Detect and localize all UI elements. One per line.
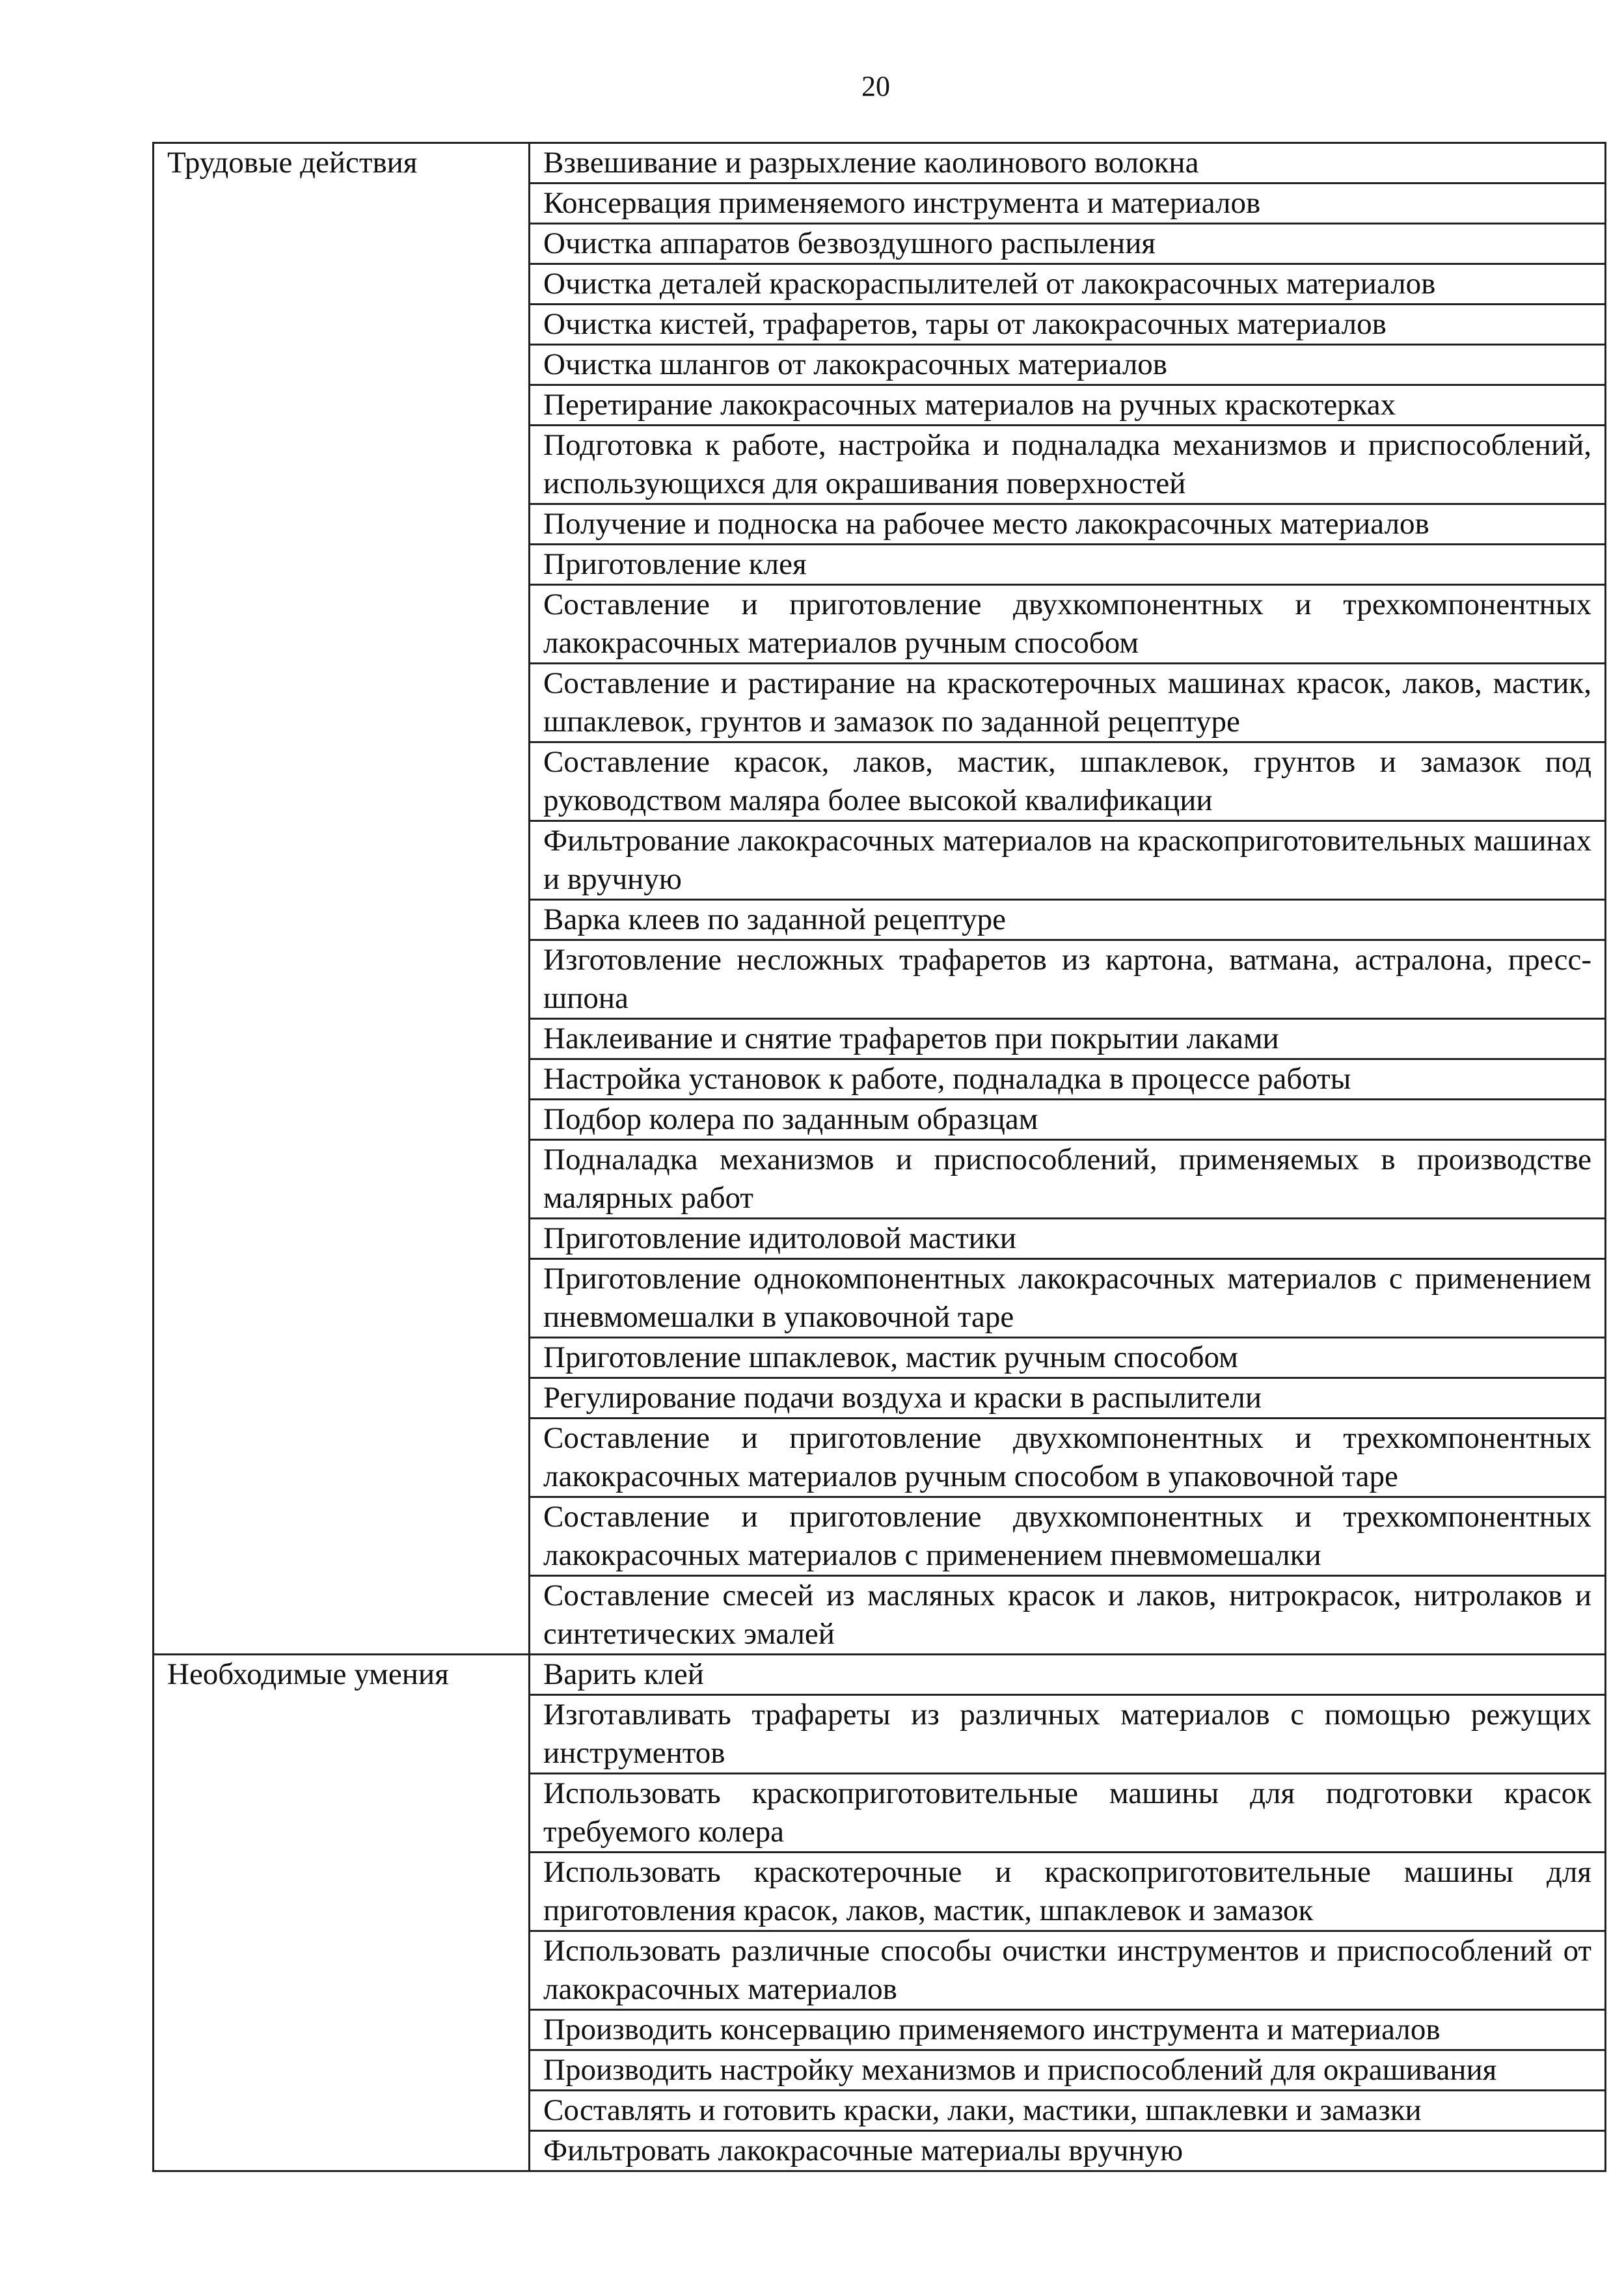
section-item: Составление и приготовление двухкомпонентных и трехкомпонентных лакокрасочных материалов с применением пневмомешалки — [530, 1497, 1606, 1576]
section-item: Регулирование подачи воздуха и краски в распылители — [530, 1378, 1606, 1419]
section-item: Использовать краскотерочные и краскоприготовительные машины для приготовления красок, лаков, мастик, шпаклевок и замазок — [530, 1853, 1606, 1931]
section-item: Консервация применяемого инструмента и материалов — [530, 183, 1606, 224]
section-item: Составление красок, лаков, мастик, шпаклевок, грунтов и замазок под руководством маляра более высокой квалификации — [530, 742, 1606, 821]
section-item: Очистка кистей, трафаретов, тары от лакокрасочных материалов — [530, 305, 1606, 345]
section-item: Варить клей — [530, 1655, 1606, 1695]
competency-table — [152, 142, 1606, 2172]
section-item: Составление и растирание на краскотерочных машинах красок, лаков, мастик, шпаклевок, грунтов и замазок по заданной рецептуре — [530, 664, 1606, 742]
section-item: Варка клеев по заданной рецептуре — [530, 900, 1606, 940]
section-item: Настройка установок к работе, подналадка в процессе работы — [530, 1059, 1606, 1100]
section-label: Необходимые умения — [154, 1655, 530, 2171]
section-item: Приготовление однокомпонентных лакокрасочных материалов с применением пневмомешалки в упаковочной таре — [530, 1259, 1606, 1338]
table-body — [154, 143, 1606, 2171]
table-row — [154, 143, 1606, 183]
section-item: Очистка шлангов от лакокрасочных материалов — [530, 345, 1606, 385]
section-item: Приготовление идитоловой мастики — [530, 1219, 1606, 1259]
section-item: Фильтровать лакокрасочные материалы вручную — [530, 2131, 1606, 2171]
section-item: Перетирание лакокрасочных материалов на ручных краскотерках — [530, 385, 1606, 426]
section-item: Наклеивание и снятие трафаретов при покрытии лаками — [530, 1019, 1606, 1059]
section-item: Подналадка механизмов и приспособлений, применяемых в производстве малярных работ — [530, 1140, 1606, 1219]
table-row — [154, 1655, 1606, 1695]
section-item: Составление и приготовление двухкомпонентных и трехкомпонентных лакокрасочных материалов ручным способом — [530, 585, 1606, 664]
section-item: Производить консервацию применяемого инструмента и материалов — [530, 2010, 1606, 2050]
section-item: Использовать краскоприготовительные машины для подготовки красок требуемого колера — [530, 1774, 1606, 1853]
section-item: Фильтрование лакокрасочных материалов на краскоприготовительных машинах и вручную — [530, 821, 1606, 900]
section-item: Подбор колера по заданным образцам — [530, 1100, 1606, 1140]
section-item: Очистка аппаратов безвоздушного распыления — [530, 224, 1606, 264]
page-number: 20 — [861, 70, 890, 102]
section-item: Составление и приготовление двухкомпонентных и трехкомпонентных лакокрасочных материалов ручным способом в упаковочной таре — [530, 1419, 1606, 1497]
section-item: Использовать различные способы очистки инструментов и приспособлений от лакокрасочных материалов — [530, 1931, 1606, 2010]
section-item: Приготовление шпаклевок, мастик ручным способом — [530, 1338, 1606, 1378]
section-item: Взвешивание и разрыхление каолинового волокна — [530, 143, 1606, 183]
section-item: Составление смесей из масляных красок и лаков, нитрокрасок, нитролаков и синтетических эмалей — [530, 1576, 1606, 1655]
section-label: Трудовые действия — [154, 143, 530, 1655]
section-item: Изготовление несложных трафаретов из картона, ватмана, астралона, пресс-шпона — [530, 940, 1606, 1019]
section-item: Составлять и готовить краски, лаки, мастики, шпаклевки и замазки — [530, 2091, 1606, 2131]
section-item: Подготовка к работе, настройка и подналадка механизмов и приспособлений, использующихся для окрашивания поверхностей — [530, 426, 1606, 504]
section-item: Производить настройку механизмов и приспособлений для окрашивания — [530, 2050, 1606, 2091]
section-item: Приготовление клея — [530, 545, 1606, 585]
section-item: Очистка деталей краскораспылителей от лакокрасочных материалов — [530, 264, 1606, 305]
section-item: Изготавливать трафареты из различных материалов с помощью режущих инструментов — [530, 1695, 1606, 1774]
section-item: Получение и подноска на рабочее место лакокрасочных материалов — [530, 504, 1606, 545]
